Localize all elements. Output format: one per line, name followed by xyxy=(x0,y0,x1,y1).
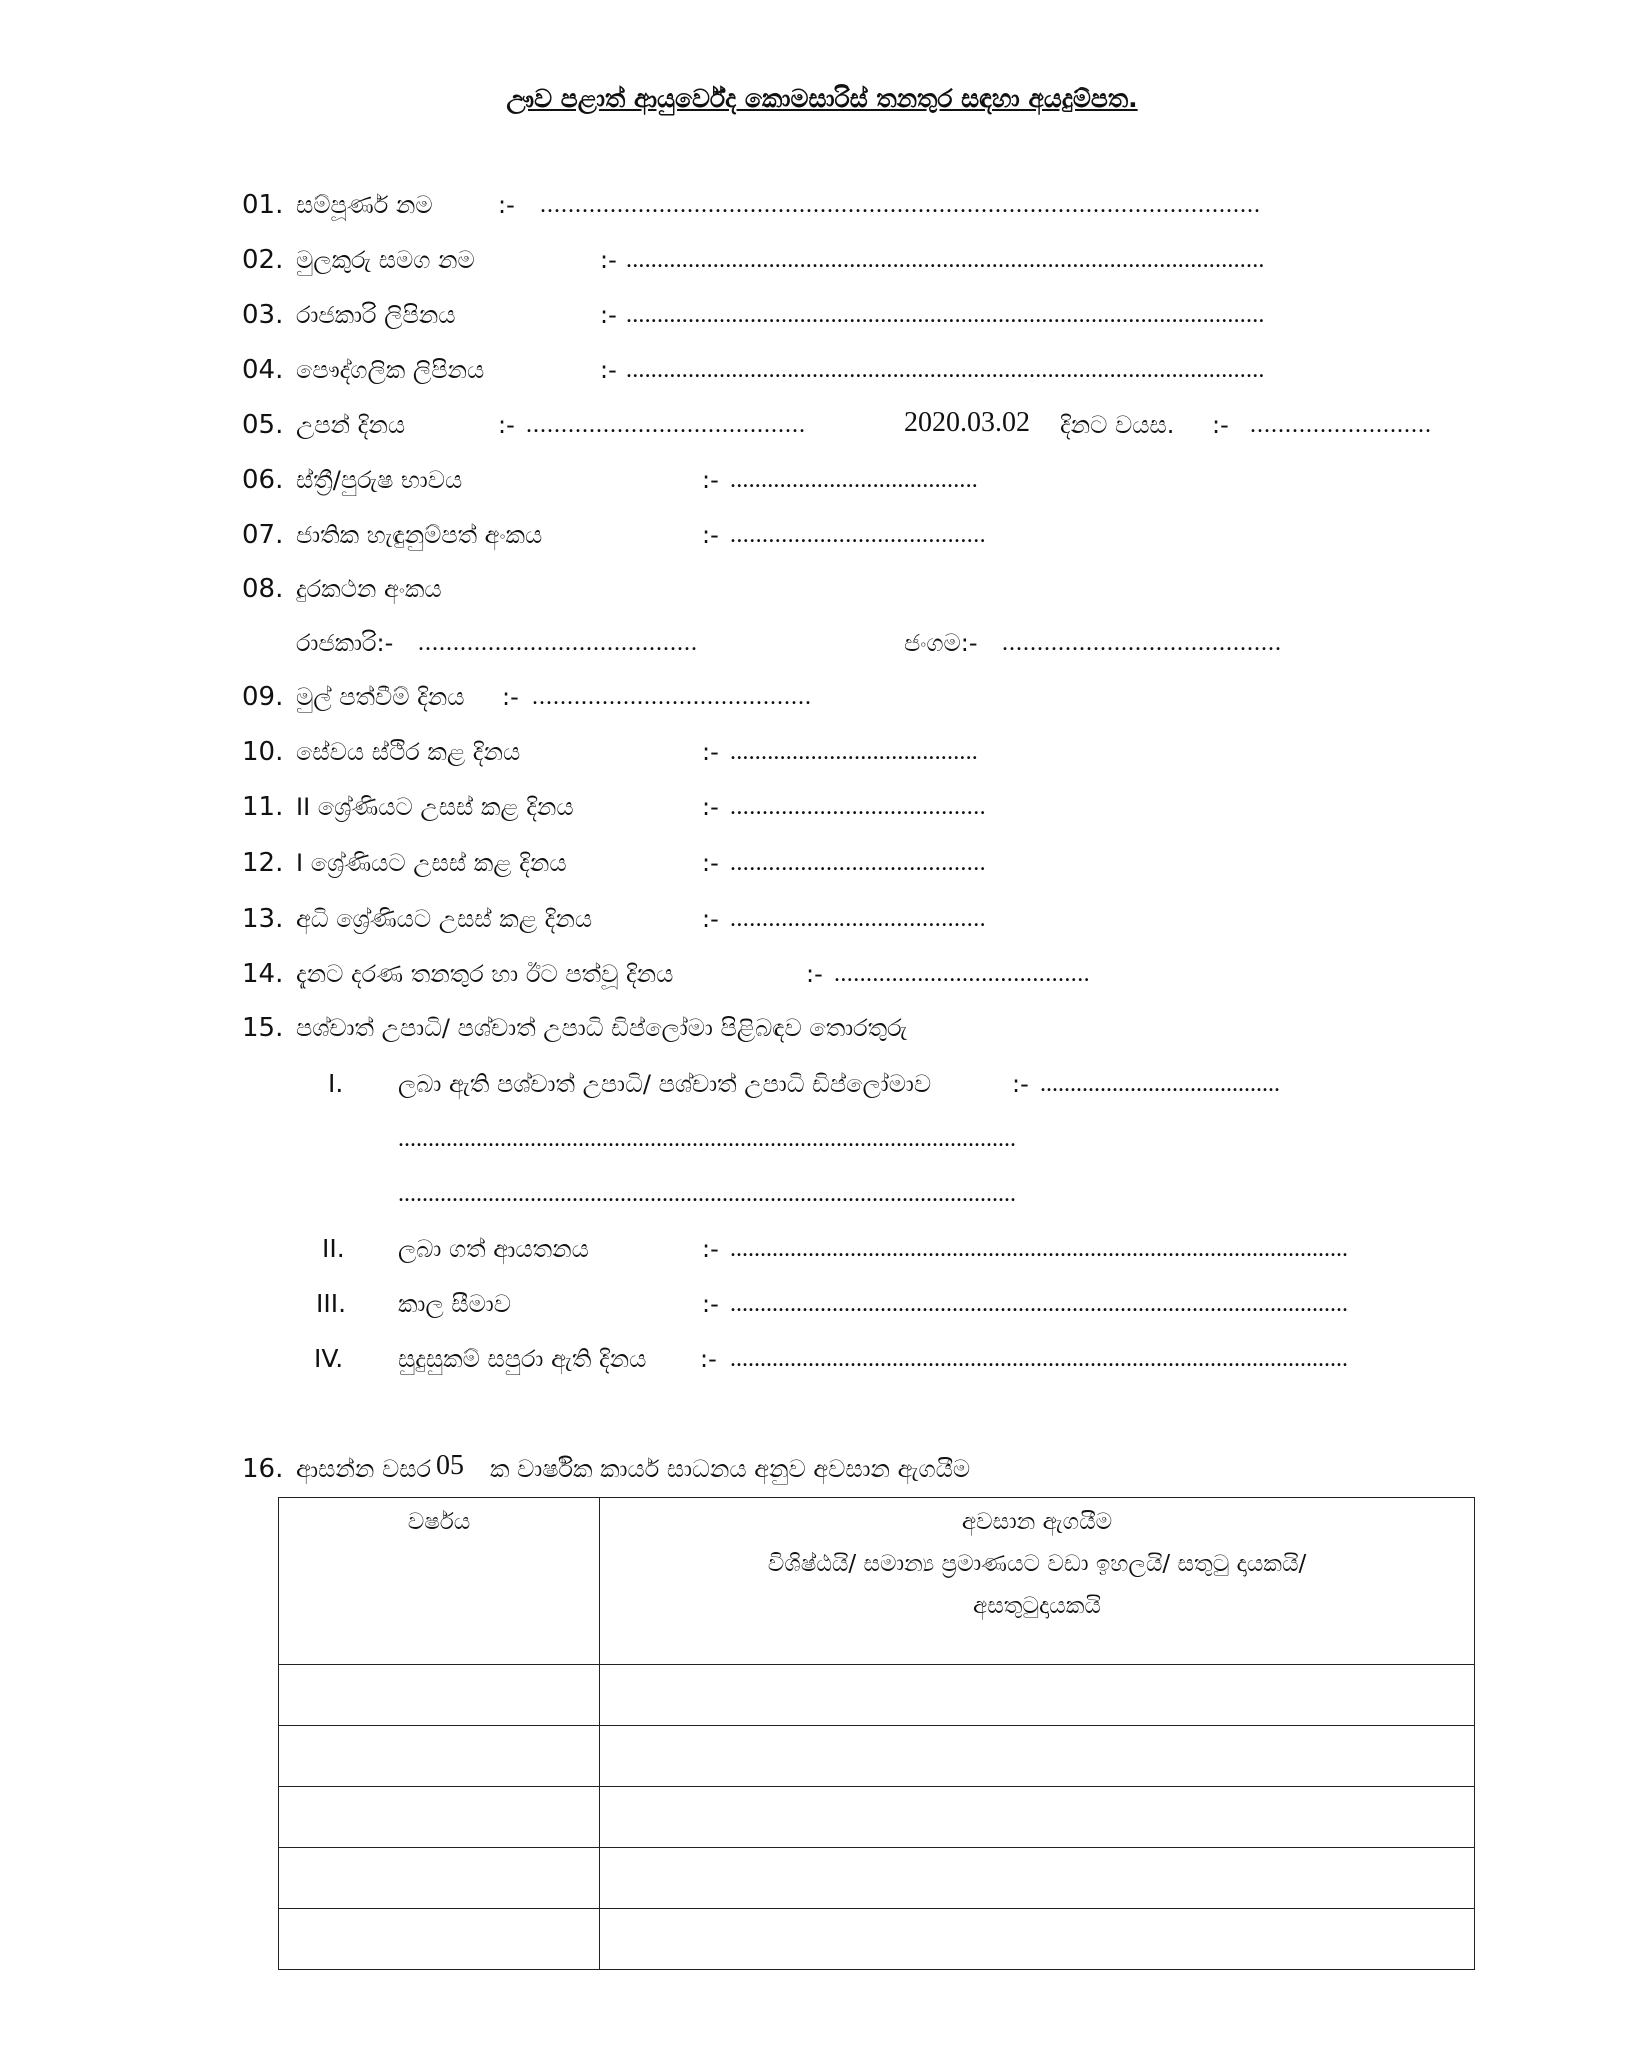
postgraduate-degree-input-3[interactable]: ....................................................................................................... xyxy=(398,1181,1016,1207)
evaluation-cell[interactable] xyxy=(600,1848,1475,1909)
table-row xyxy=(279,1909,1475,1970)
performance-table xyxy=(278,1497,1475,1970)
table-header-row xyxy=(279,1498,1475,1665)
office-address-input[interactable]: ....................................................................................................... xyxy=(626,302,1265,328)
date-of-birth-input[interactable]: ........................................ xyxy=(526,412,806,438)
table-row xyxy=(279,1787,1475,1848)
current-post-input[interactable]: ........................................ xyxy=(834,961,1090,987)
evaluation-cell[interactable] xyxy=(600,1726,1475,1787)
evaluation-header: අවසාන ඇගයීම විශිෂ්ඨයි/ සමාන්‍ය ප්‍රමාණයට වඩා ඉහලයි/ සතුටු දායකයි/ අසතුටුදායකයි xyxy=(600,1498,1475,1665)
form-title: ඌව පළාත් ආයුර්වේද කොමසාරිස් තනතුර සඳහා අයදුම්පත. xyxy=(506,84,1138,113)
table-row xyxy=(279,1726,1475,1787)
duration-input[interactable]: ....................................................................................................... xyxy=(730,1291,1348,1317)
evaluation-cell[interactable] xyxy=(600,1909,1475,1970)
private-address-input[interactable]: ....................................................................................................... xyxy=(626,357,1265,383)
special-grade-promotion-input[interactable]: ........................................ xyxy=(730,906,986,932)
reference-date: 2020.03.02 xyxy=(904,407,1030,438)
year-cell[interactable] xyxy=(279,1848,600,1909)
postgraduate-degree-input-2[interactable]: ....................................................................................................... xyxy=(398,1126,1016,1152)
year-header: වර්ෂය xyxy=(279,1498,600,1665)
year-cell[interactable] xyxy=(279,1787,600,1848)
age-input[interactable]: .......................... xyxy=(1250,412,1432,438)
table-row xyxy=(279,1665,1475,1726)
name-with-initials-input[interactable]: ....................................................................................................... xyxy=(626,247,1265,273)
table-row xyxy=(279,1848,1475,1909)
first-appointment-input[interactable]: ........................................ xyxy=(532,684,812,710)
mobile-phone-input[interactable]: ........................................ xyxy=(1002,630,1282,656)
evaluation-cell[interactable] xyxy=(600,1665,1475,1726)
grade1-promotion-input[interactable]: ........................................ xyxy=(730,850,986,876)
full-name-input[interactable]: ....................................................................................................... xyxy=(540,192,1261,218)
office-phone-input[interactable]: ........................................ xyxy=(418,630,698,656)
year-cell[interactable] xyxy=(279,1909,600,1970)
year-cell[interactable] xyxy=(279,1665,600,1726)
institution-input[interactable]: ....................................................................................................... xyxy=(730,1236,1348,1262)
grade2-promotion-input[interactable]: ........................................ xyxy=(730,794,986,820)
evaluation-cell[interactable] xyxy=(600,1787,1475,1848)
qualified-date-input[interactable]: ....................................................................................................... xyxy=(730,1346,1348,1372)
year-cell[interactable] xyxy=(279,1726,600,1787)
nic-number-input[interactable]: ........................................ xyxy=(730,522,986,548)
confirmation-date-input[interactable]: ........................................ xyxy=(730,739,978,765)
gender-input[interactable]: ........................................ xyxy=(730,467,978,493)
postgraduate-degree-input[interactable]: ........................................ xyxy=(1040,1071,1280,1097)
